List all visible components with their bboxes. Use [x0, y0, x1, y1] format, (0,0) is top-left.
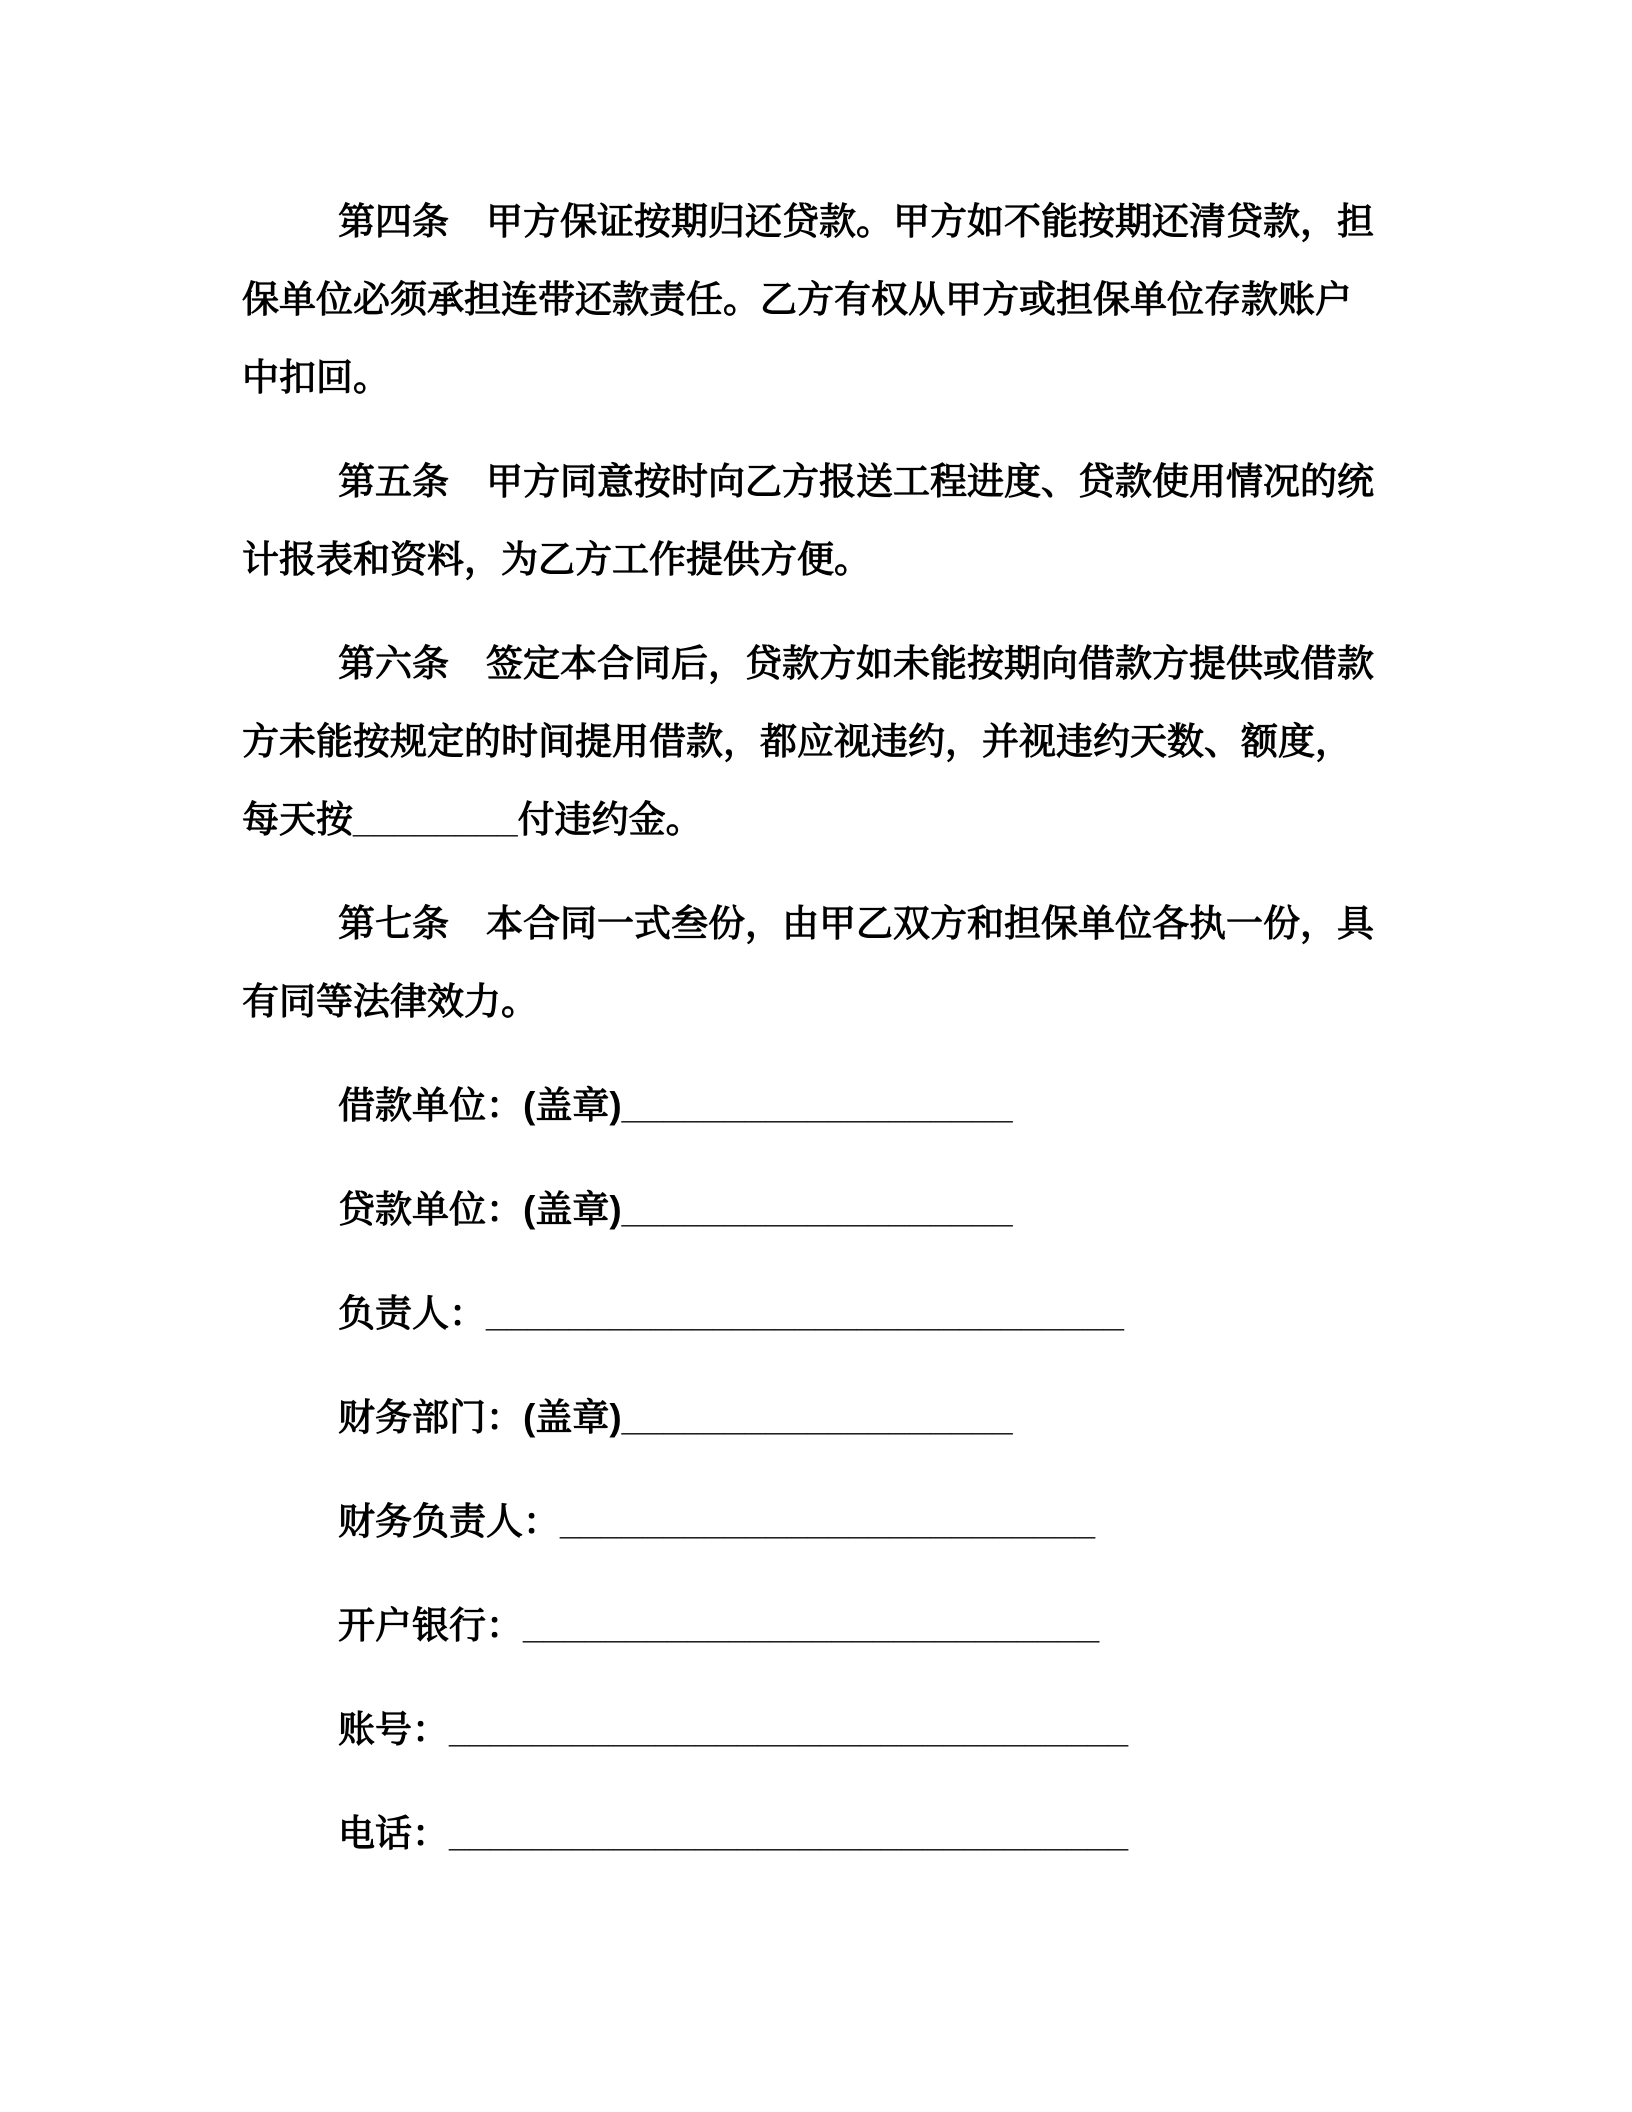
- article-6-line-3-penalty-blank: 每天按________付违约金。: [242, 799, 703, 840]
- signature-bank-line: 开户银行：____________________________: [338, 1605, 1100, 1646]
- article-7-line-1: 第七条 本合同一式叁份，由甲乙双方和担保单位各执一份，具: [338, 903, 1374, 944]
- article-4-line-3: 中扣回。: [242, 357, 390, 398]
- article-5-paragraph: [242, 443, 1402, 599]
- signature-finance-head: [242, 1483, 1402, 1561]
- signature-finance-department-line: 财务部门：(盖章)___________________: [338, 1397, 1013, 1438]
- article-6-paragraph: [242, 625, 1402, 859]
- signature-phone: [242, 1795, 1402, 1873]
- signature-borrower-unit: [242, 1067, 1402, 1145]
- signature-account-number: [242, 1691, 1402, 1769]
- signature-borrower-unit-line: 借款单位：(盖章)___________________: [338, 1085, 1013, 1126]
- article-4-line-2: 保单位必须承担连带还款责任。乙方有权从甲方或担保单位存款账户: [242, 279, 1352, 320]
- article-6-line-2: 方未能按规定的时间提用借款，都应视违约，并视违约天数、额度，: [242, 721, 1352, 762]
- article-7-paragraph: [242, 885, 1402, 1041]
- signature-principal-line: 负责人：_______________________________: [338, 1293, 1124, 1334]
- signature-finance-head-line: 财务负责人：__________________________: [338, 1501, 1096, 1542]
- signature-phone-line: 电话：_________________________________: [338, 1813, 1129, 1854]
- signature-lender-unit-line: 贷款单位：(盖章)___________________: [338, 1189, 1013, 1230]
- article-7-line-2: 有同等法律效力。: [242, 981, 538, 1022]
- signature-finance-department: [242, 1379, 1402, 1457]
- article-5-line-2: 计报表和资料，为乙方工作提供方便。: [242, 539, 871, 580]
- article-5-line-1: 第五条 甲方同意按时向乙方报送工程进度、贷款使用情况的统: [338, 461, 1374, 502]
- article-4-line-1: 第四条 甲方保证按期归还贷款。甲方如不能按期还清贷款，担: [338, 201, 1374, 242]
- signature-principal: [242, 1275, 1402, 1353]
- article-4-paragraph: [242, 183, 1402, 417]
- signature-account-number-line: 账号：_________________________________: [338, 1709, 1129, 1750]
- signature-lender-unit: [242, 1171, 1402, 1249]
- signature-bank: [242, 1587, 1402, 1665]
- article-6-line-1: 第六条 签定本合同后，贷款方如未能按期向借款方提供或借款: [338, 643, 1374, 684]
